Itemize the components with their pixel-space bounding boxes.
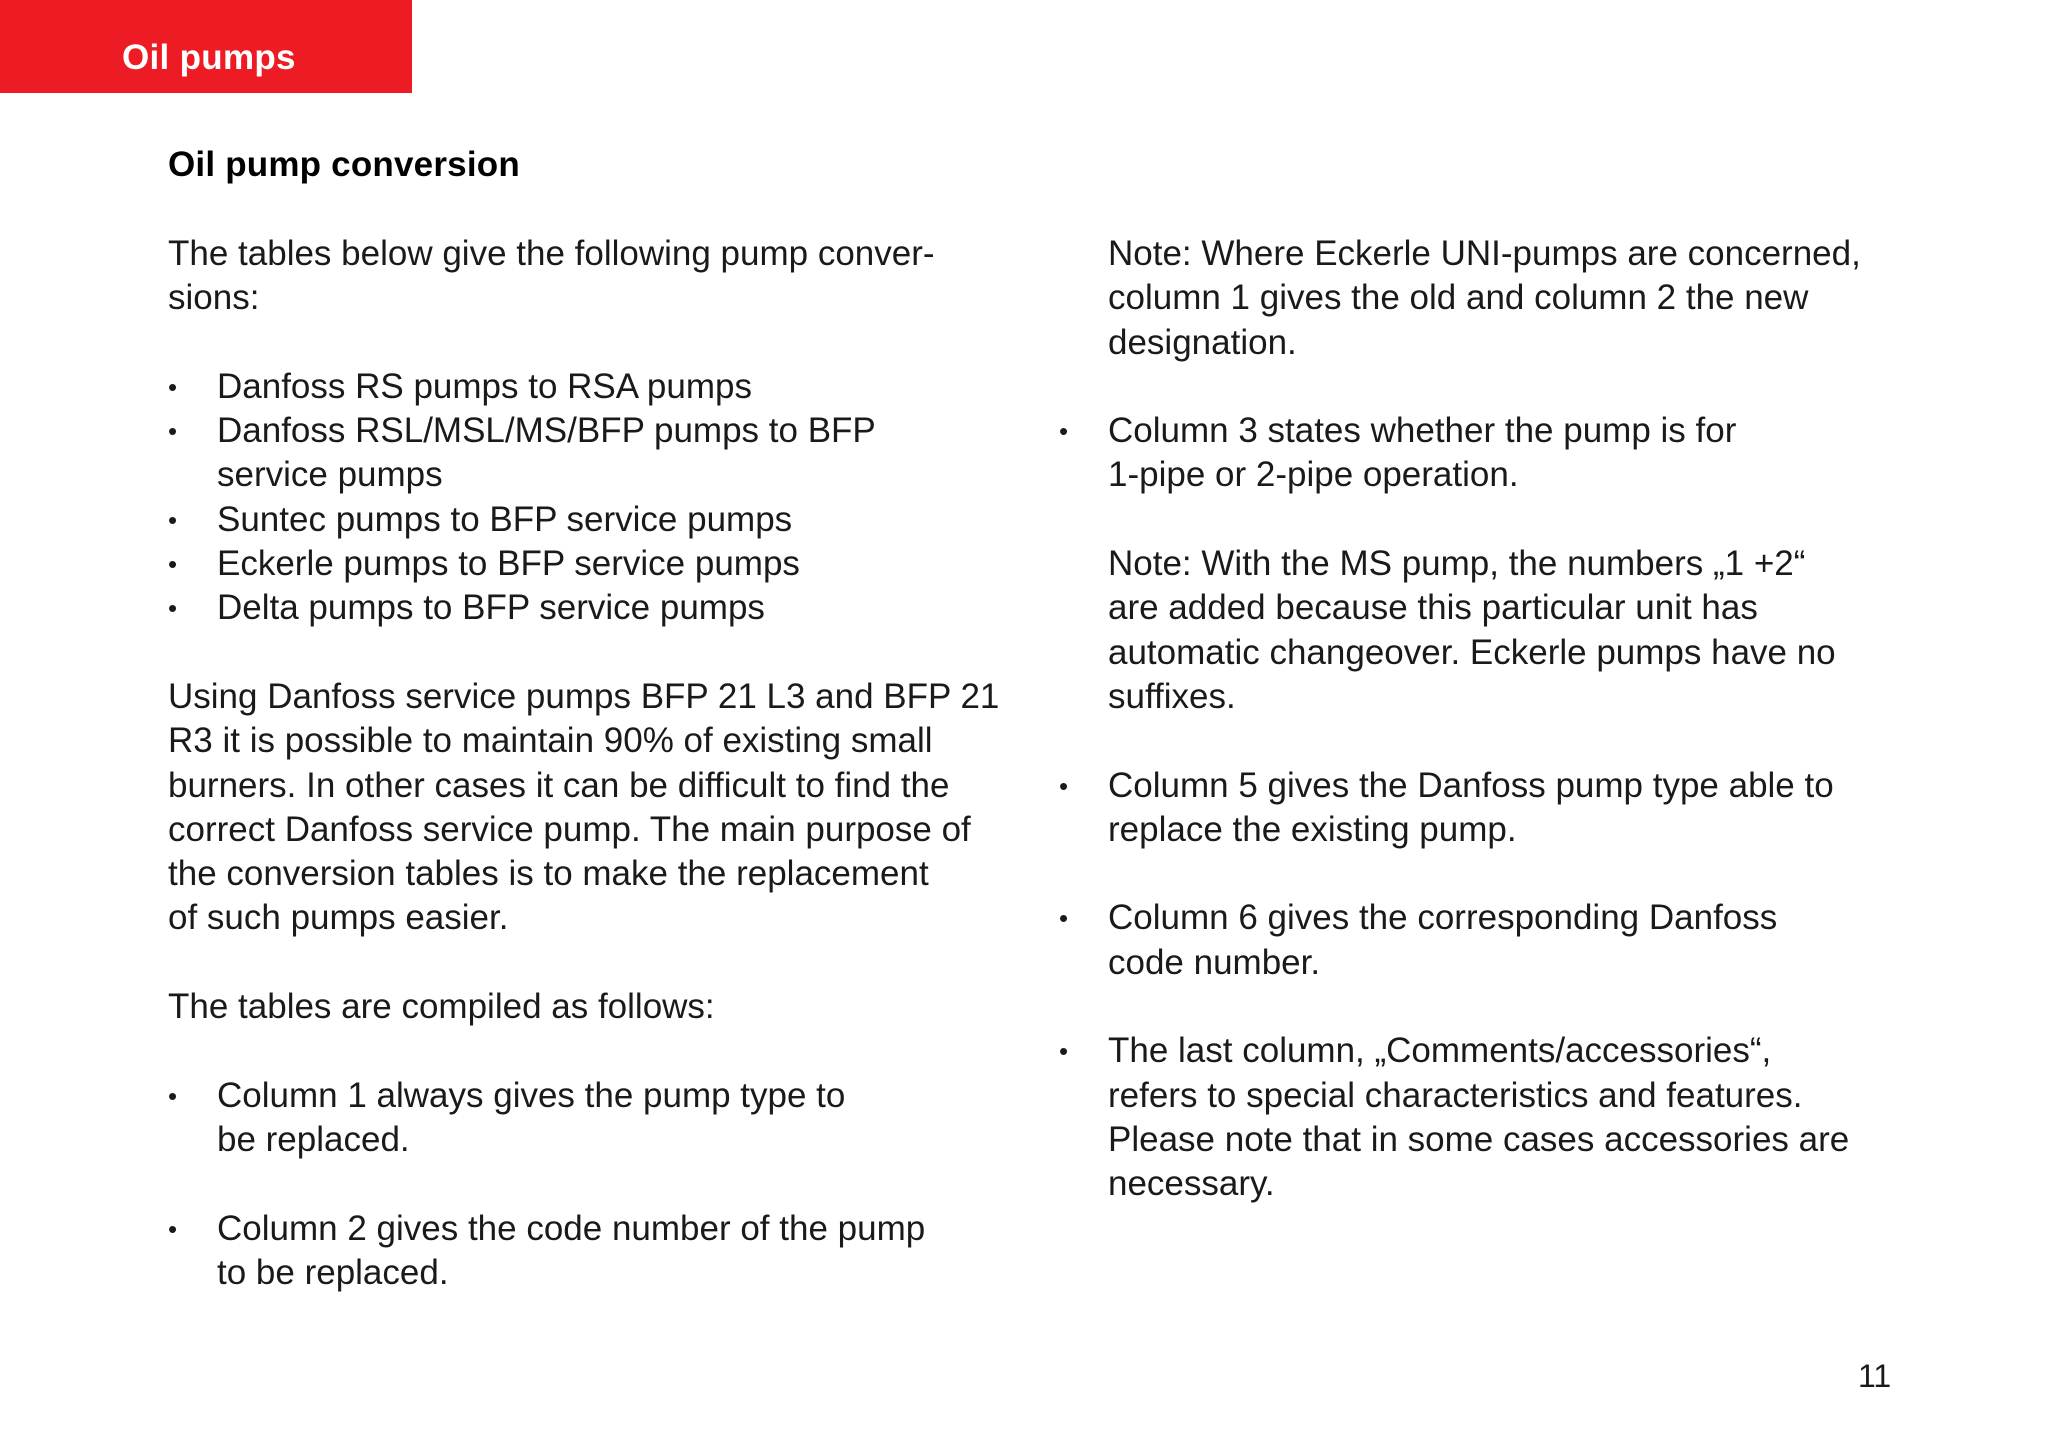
body-paragraph: [168, 675, 1028, 941]
bullet-icon: •: [1059, 416, 1069, 447]
bullet-icon: •: [168, 1213, 178, 1244]
list-item-text: 1-pipe or 2-pipe operation.: [1108, 455, 1519, 495]
paragraph-line: the conversion tables is to make the replacement: [168, 854, 929, 894]
bullet-icon: •: [168, 416, 178, 447]
bullet-icon: •: [168, 549, 178, 580]
paragraph-line: Using Danfoss service pumps BFP 21 L3 and BFP 21: [168, 676, 1000, 716]
bullet-icon: •: [168, 1080, 178, 1111]
note-line: Note: Where Eckerle UNI-pumps are concerned,: [1108, 234, 1861, 273]
list-item-text: service pumps: [217, 455, 443, 495]
conversion-list: [168, 365, 1028, 631]
list-item: [168, 365, 1028, 409]
list-item-text: Eckerle pumps to BFP service pumps: [217, 544, 800, 584]
note-line: automatic changeover. Eckerle pumps have no: [1108, 632, 1836, 672]
column-list: [168, 1207, 1028, 1296]
column-list: [1059, 896, 1968, 985]
list-item-text: Please note that in some cases accessories are: [1108, 1119, 1850, 1159]
list-item: [1059, 896, 1968, 985]
list-item: [168, 586, 1028, 630]
list-item-text: Danfoss RSL/MSL/MS/BFP pumps to BFP: [217, 411, 876, 451]
list-item-text: code number.: [1108, 942, 1321, 982]
list-item-text: refers to special characteristics and features.: [1108, 1075, 1803, 1115]
note-line: column 1 gives the old and column 2 the new: [1108, 278, 1809, 318]
column-list: [168, 1074, 1028, 1163]
bullet-icon: •: [1059, 1036, 1069, 1067]
bullet-icon: •: [168, 504, 178, 535]
list-item-text: Delta pumps to BFP service pumps: [217, 588, 765, 628]
list-item-text: Column 2 gives the code number of the pump: [217, 1208, 926, 1248]
paragraph-line: of such pumps easier.: [168, 898, 509, 938]
list-item-text: to be replaced.: [217, 1252, 449, 1292]
list-item-text: Column 5 gives the Danfoss pump type able to: [1108, 765, 1834, 805]
bullet-icon: •: [1059, 903, 1069, 934]
section-tab-label: Oil pumps: [122, 38, 296, 77]
list-item: [168, 542, 1028, 586]
bullet-icon: •: [168, 593, 178, 624]
note-paragraph: [1108, 232, 1968, 365]
compiled-heading: The tables are compiled as follows:: [168, 987, 715, 1027]
list-item-text: replace the existing pump.: [1108, 809, 1517, 849]
paragraph-line: burners. In other cases it can be difficult to find the: [168, 765, 950, 805]
list-item-text: The last column, „Comments/accessories“,: [1108, 1031, 1772, 1071]
intro-paragraph: [168, 232, 1028, 321]
list-item-text: Danfoss RS pumps to RSA pumps: [217, 366, 752, 406]
note-line: suffixes.: [1108, 676, 1236, 716]
list-item-text: Column 3 states whether the pump is for: [1108, 411, 1737, 451]
list-item: [168, 498, 1028, 542]
paragraph-line: correct Danfoss service pump. The main purpose of: [168, 809, 971, 849]
list-item-text: Suntec pumps to BFP service pumps: [217, 499, 793, 539]
list-item-text: Column 6 gives the corresponding Danfoss: [1108, 898, 1778, 938]
list-item: [168, 409, 1028, 498]
list-item: [168, 1074, 1028, 1163]
list-item: [1059, 409, 1968, 498]
list-item-text: necessary.: [1108, 1164, 1275, 1204]
column-list: [1059, 764, 1968, 853]
list-item: [1059, 1029, 1968, 1206]
note-line: designation.: [1108, 322, 1297, 362]
section-tab: [0, 0, 412, 93]
column-list: [1059, 409, 1968, 498]
list-item: [168, 1207, 1028, 1296]
bullet-icon: •: [168, 371, 178, 402]
left-column: [168, 232, 1028, 1295]
paragraph-line: R3 it is possible to maintain 90% of existing small: [168, 721, 933, 761]
right-column: [1059, 232, 1968, 1207]
page-title: Oil pump conversion: [168, 145, 520, 184]
column-list: [1059, 1029, 1968, 1206]
intro-line: The tables below give the following pump conver-: [168, 234, 935, 273]
list-item-text: be replaced.: [217, 1119, 410, 1159]
note-line: Note: With the MS pump, the numbers „1 +2“: [1108, 544, 1806, 584]
intro-line: sions:: [168, 278, 260, 318]
list-item-text: Column 1 always gives the pump type to: [217, 1075, 846, 1115]
page-number: 11: [1858, 1358, 1892, 1394]
list-item: [1059, 764, 1968, 853]
note-line: are added because this particular unit has: [1108, 588, 1758, 628]
bullet-icon: •: [1059, 770, 1069, 801]
note-paragraph: [1108, 542, 1968, 719]
